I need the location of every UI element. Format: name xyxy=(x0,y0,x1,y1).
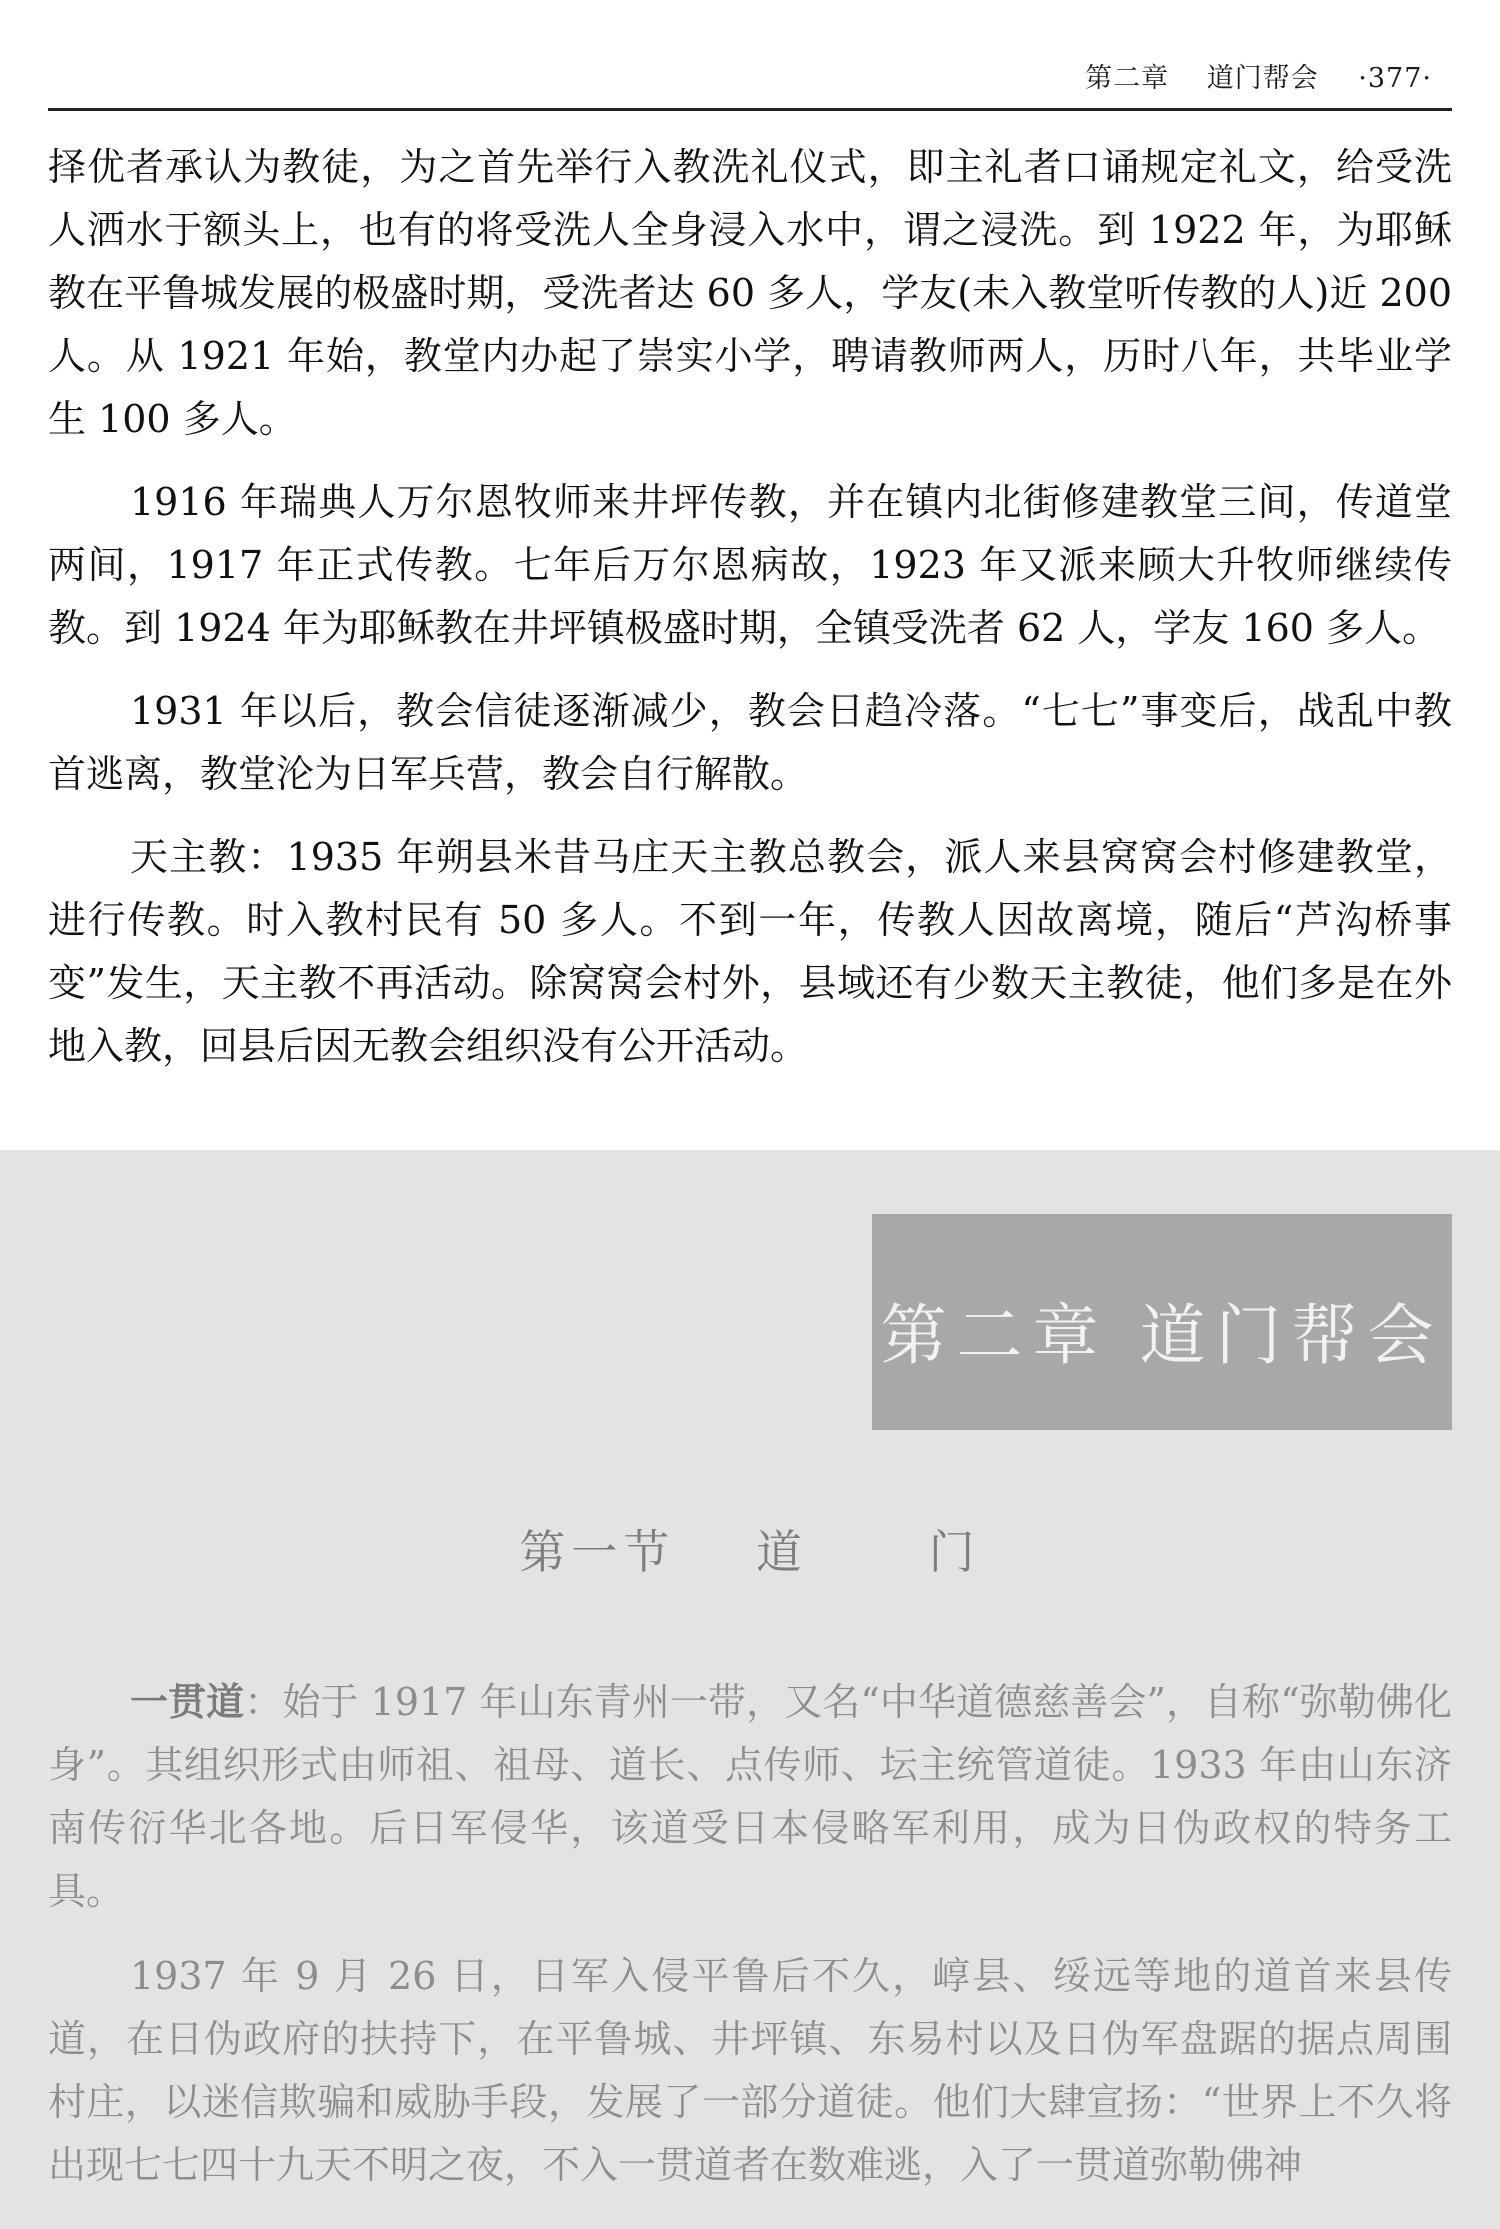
paragraph-decline xyxy=(48,680,1452,806)
upper-text-block xyxy=(48,136,1452,1098)
paragraph-catholicism xyxy=(48,826,1452,1078)
chapter-title: 第二章 道门帮会 xyxy=(880,1297,1444,1374)
paragraph-text: ：始于 1917 年山东青州一带，又名“中华道德慈善会”，自称“弥勒佛化身”。其组织形式由师祖、祖母、道长、点传师、坛主统管道徒。1933 年由山东济南传衍华北各地。后日军侵华，该道受日本侵略军利用，成为日伪政权的特务工具。 xyxy=(48,1680,1452,1913)
paragraph-text: 1935 年朔县米昔马庄天主教总教会，派人来县窝窝会村修建教堂，进行传教。时入教村民有 50 多人。不到一年，传教人因故离境，随后“芦沟桥事变”发生，天主教不再活动。除窝窝会村外，县域还有少数天主教徒，他们多是在外地入教，回县后因无教会组织没有公开活动。 xyxy=(48,835,1452,1068)
paragraph-lead: 一贯道 xyxy=(130,1679,245,1724)
page-number: ·377· xyxy=(1358,63,1432,94)
paragraph-1937 xyxy=(48,1945,1452,2197)
section-word-1: 道 xyxy=(756,1525,808,1579)
lower-text-block xyxy=(48,1670,1452,2219)
paragraph-text: 择优者承认为教徒，为之首先举行入教洗礼仪式，即主礼者口诵规定礼文，给受洗人洒水于额头上，也有的将受洗人全身浸入水中，谓之浸洗。到 1922 年，为耶稣教在平鲁城发展的极盛时期，受洗者达 60 多人，学友(未入教堂听传教的人)近 200 人。从 1921 年始，教堂内办起了崇实小学，聘请教师两人，历时八年，共毕业学生 100 多人。 xyxy=(48,145,1452,441)
section-number: 第一节 xyxy=(519,1525,676,1579)
running-header xyxy=(1085,56,1432,95)
section-word-2: 门 xyxy=(928,1525,981,1579)
paragraph-baptism xyxy=(48,136,1452,451)
shaded-lower-region xyxy=(0,1150,1500,2229)
header-chapter: 第二章 xyxy=(1085,63,1170,94)
paragraph-yiguandao xyxy=(48,1670,1452,1923)
paragraph-text: 1937 年 9 月 26 日，日军入侵平鲁后不久，崞县、绥远等地的道首来县传道，在日伪政府的扶持下，在平鲁城、井坪镇、东易村以及日伪军盘踞的据点周围村庄，以迷信欺骗和威胁手段，发展了一部分道徒。他们大肆宣扬：“世界上不久将出现七七四十九天不明之夜，不入一贯道者在数难逃，入了一贯道弥勒佛神 xyxy=(48,1954,1452,2187)
paragraph-text: 1916 年瑞典人万尔恩牧师来井坪传教，并在镇内北街修建教堂三间，传道堂两间，1917 年正式传教。七年后万尔恩病故，1923 年又派来顾大升牧师继续传教。到 1924 年为耶稣教在井坪镇极盛时期，全镇受洗者 62 人，学友 160 多人。 xyxy=(48,480,1452,650)
section-title xyxy=(0,1516,1500,1582)
chapter-title-box xyxy=(872,1214,1452,1430)
page-header xyxy=(48,52,1452,111)
paragraph-text: 1931 年以后，教会信徒逐渐减少，教会日趋冷落。“七七”事变后，战乱中教首逃离，教堂沦为日军兵营，教会自行解散。 xyxy=(48,689,1452,796)
header-title: 道门帮会 xyxy=(1206,63,1319,94)
paragraph-jingping xyxy=(48,471,1452,660)
paragraph-lead: 天主教： xyxy=(130,835,287,879)
